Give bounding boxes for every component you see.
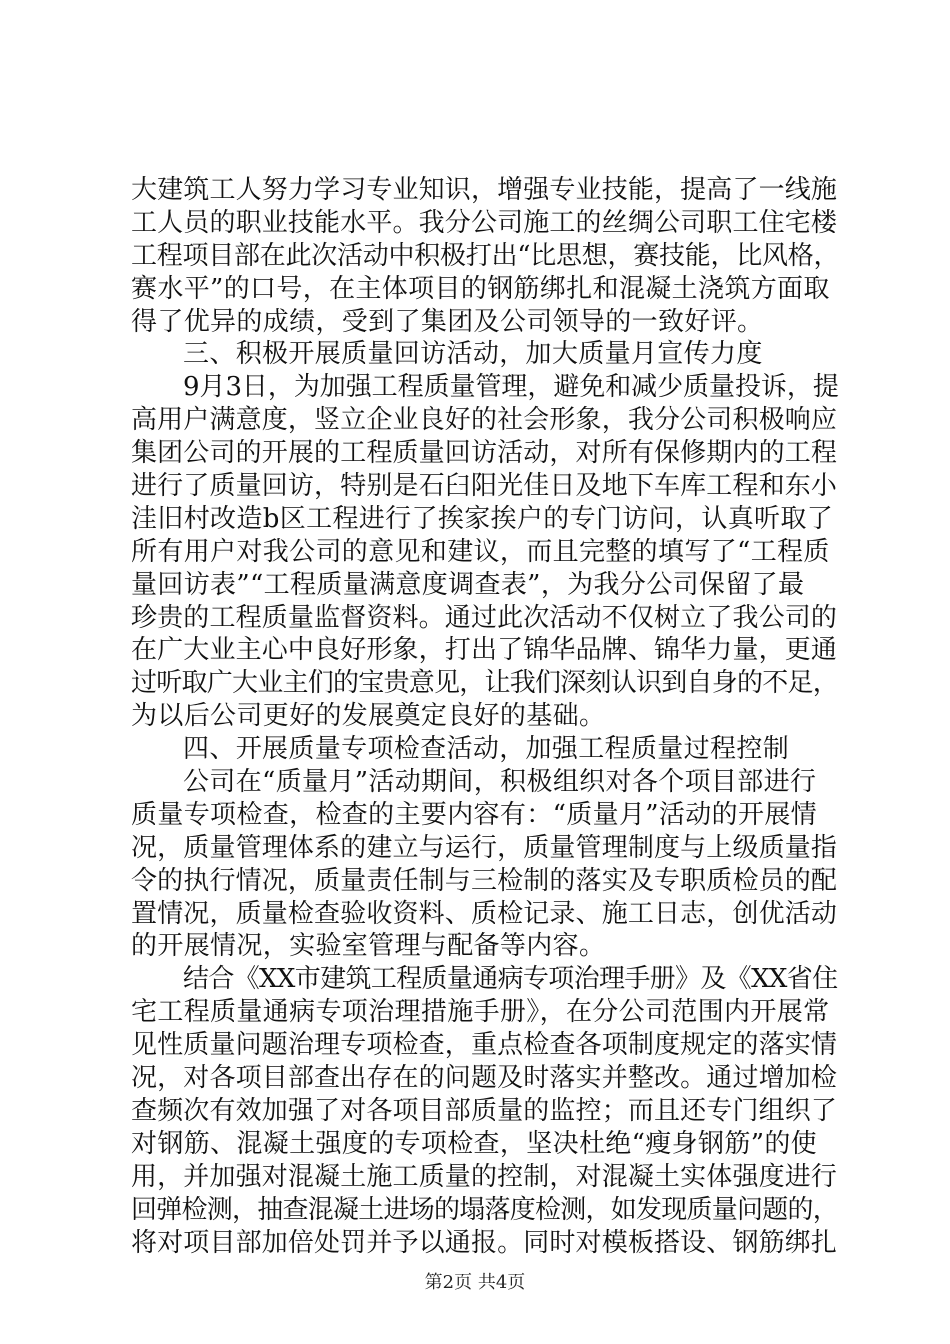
document-body — [131, 174, 839, 1259]
text-line: 回弹检测，抽查混凝土进场的塌落度检测，如发现质量问题的， — [131, 1194, 839, 1225]
text-line: 置情况，质量检查验收资料、质检记录、施工日志，创优活动 — [131, 898, 838, 929]
text-line: 大建筑工人努力学习专业知识，增强专业技能，提高了一线施 — [131, 175, 838, 205]
paragraph-first-line: 四、开展质量专项检查活动，加强工程质量过程控制 — [183, 734, 790, 765]
paragraph-first-line: 公司在“质量月”活动期间，积极组织对各个项目部进行 — [183, 767, 817, 798]
text-line: 为以后公司更好的发展奠定良好的基础。 — [131, 701, 606, 732]
paragraph-first-line: 三、积极开展质量回访活动，加大质量月宣传力度 — [183, 339, 763, 370]
text-line: 得了优异的成绩，受到了集团及公司领导的一致好评。 — [131, 306, 764, 337]
text-line: 进行了质量回访，特别是石臼阳光佳日及地下车库工程和东小 — [131, 471, 838, 502]
text-line: 所有用户对我公司的意见和建议，而且完整的填写了“工程质 — [131, 536, 830, 567]
text-line: 珍贵的工程质量监督资料。通过此次活动不仅树立了我公司的 — [131, 602, 838, 633]
text-line: 宅工程质量通病专项治理措施手册》，在分公司范围内开展常 — [131, 997, 830, 1028]
text-line: 查频次有效加强了对各项目部质量的监控；而且还专门组织了 — [131, 1095, 838, 1126]
text-line: 工人员的职业技能水平。我分公司施工的丝绸公司职工住宅楼 — [131, 207, 838, 238]
text-line: 将对项目部加倍处罚并予以通报。同时对模板搭设、钢筋绑扎 — [131, 1227, 838, 1258]
text-line: 高用户满意度，竖立企业良好的社会形象，我分公司积极响应 — [131, 405, 838, 436]
text-line: 量回访表”“工程质量满意度调查表”，为我分公司保留了最 — [131, 569, 805, 600]
paragraph-first-line: 9月3日，为加强工程质量管理，避免和减少质量投诉，提 — [183, 372, 839, 403]
text-line: 质量专项检查，检查的主要内容有：“质量月”活动的开展情 — [131, 799, 818, 830]
text-line: 见性质量问题治理专项检查，重点检查各项制度规定的落实情 — [131, 1030, 838, 1061]
text-line: 集团公司的开展的工程质量回访活动，对所有保修期内的工程 — [131, 438, 838, 469]
text-line: 洼旧村改造b区工程进行了挨家挨户的专门访问，认真听取了 — [131, 503, 834, 534]
text-line: 工程项目部在此次活动中积极打出“比思想，赛技能，比风格， — [131, 240, 840, 271]
text-line: 在广大业主心中良好形象，打出了锦华品牌、锦华力量，更通 — [131, 635, 838, 666]
text-line: 对钢筋、混凝土强度的专项检查，坚决杜绝“瘦身钢筋”的使 — [131, 1128, 818, 1159]
text-line: 况，质量管理体系的建立与运行，质量管理制度与上级质量指 — [131, 832, 838, 863]
text-line: 赛水平”的口号，在主体项目的钢筋绑扎和混凝土浇筑方面取 — [131, 273, 830, 304]
text-line: 令的执行情况，质量责任制与三检制的落实及专职质检员的配 — [131, 865, 838, 896]
page-footer: 第2页 共4页 — [424, 1272, 526, 1293]
text-line: 过听取广大业主们的宝贵意见，让我们深刻认识到自身的不足， — [131, 668, 839, 699]
paragraph-first-line: 结合《XX市建筑工程质量通病专项治理手册》及《XX省住 — [183, 964, 838, 995]
text-line: 的开展情况，实验室管理与配备等内容。 — [131, 931, 606, 962]
text-line: 况，对各项目部查出存在的问题及时落实并整改。通过增加检 — [131, 1063, 838, 1094]
text-line: 用，并加强对混凝土施工质量的控制，对混凝土实体强度进行 — [131, 1161, 838, 1192]
